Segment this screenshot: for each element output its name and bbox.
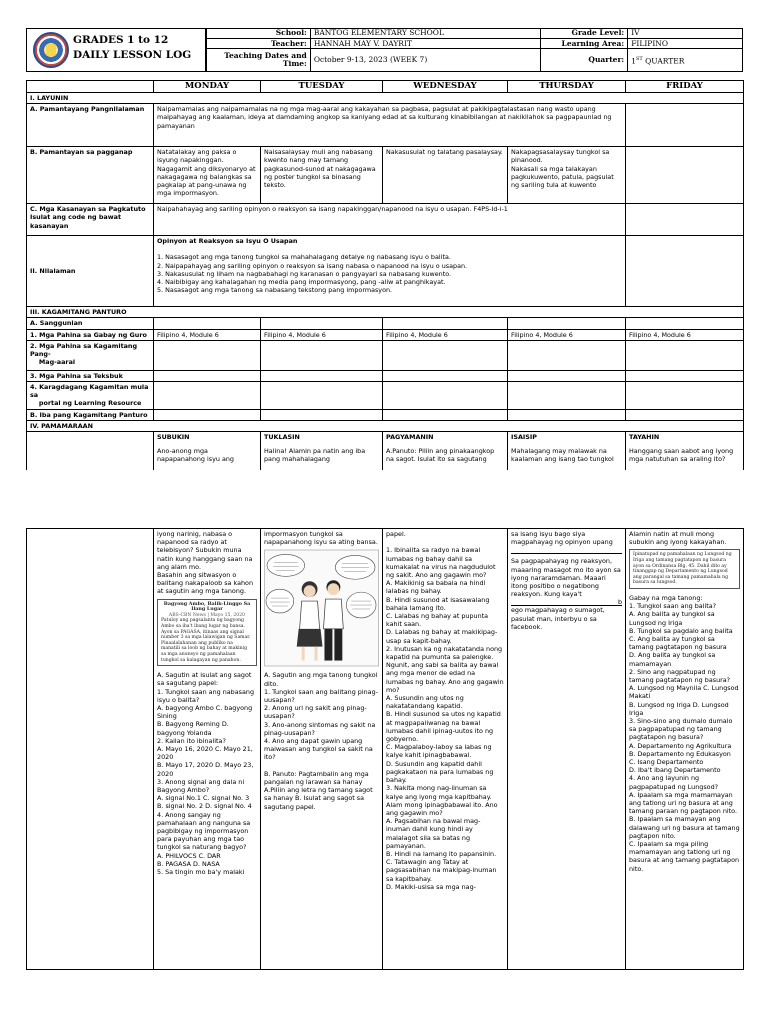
pagyamanin-continued: papel. 1. Ibinalita sa radyo na bawal lumabas ng bahay dahil sa kumakalat na virus na nagdudulot ng sakit. Ano ang gagawin mo? A. Makikinig sa babala na hindi lalabas ng bahay. B. Hindi susunod at isasawalang bahala lamang ito. C. Lalabas ng bahay at pupunta kahit saan. D. Lalabas ng bahay at makikipag-usap sa kapit-bahay. 2. Inutusan ka ng nakatatanda nong kapatid na pumunta sa palengke. Ngunit, ang sabi sa balita ay bawal ang mga menor de edad na lumabas ng bahay. Ano ang gagawin mo? A. Susundin ang utos ng nakatatandang kapatid. B. Hindi susunod sa utos ng kapatid at magpapaliwanag na bawal lumabas dahil ipinag-uutos ito ng gobyerno. C. Magpalaboy-laboy sa labas ng kalye kahit ipinagbabawal. D. Susundin ang kapatid dahil pagkakataon na para lumabas ng bahay. 3. Nakita mong nag-iinuman sa kalye ang iyong mga kapitbahay. Alam mong ipinagbabawal ito. Ano ang gagawin mo? A. Pagsabihan na bawal mag-inuman dahil kung hindi ay malalagot sila sa batas ng pamayanan. B. Hindi na lamang ito papansinin. C. Tatawagin ang Tatay at pagsasabihan na makipag-inuman sa kapitbahay. D. Makiki-usisa sa mga nag- bbox=[383, 529, 508, 970]
guro-thursday: Filipino 4, Module 6 bbox=[508, 329, 626, 340]
empty-cell bbox=[626, 204, 744, 236]
tayahin-continued: Alamin natin at muli mong subukin ang iyong kakayahan. Ipinatupad ng pamahalaan ng Lungsod ng Iriga ang tamang pagtatapon ng basura ayon sa Ordinansa Blg. 45. Dahil dito ay tinanggap ng Departamento ng Lungsod ang parangal sa tamang pamamahala ng basura sa lungsod. Gabay na mga tanong: 1. Tungkol saan ang balita? A. Ang balita ay tungkol sa Lungsod ng Iriga B. Tungkol sa pagdalo ang balita C. Ang balita ay tungkol sa tamang pagtatapon ng basura D. Ang balita ay tungkol sa mamamayan 2. Sino ang nagpatupad ng tamang pagtatapon ng basura? A. Lungsod ng Maynila C. Lungsod Makati B. Lungsod ng Iriga D. Lungsod Iriga 3. Sino-sino ang dumalo dumalo sa pagpapatupad ng tamang pagtatapon ng basura? A. Departamento ng Agrikultura B. Departamento ng Edukasyon C. Isang Departamento D. Iba't ibang Departamento 4. Ano ang layunin ng pagpapatupad ng Lungsod? A. Ipaalam sa mga mamamayan ang tatlong uri ng basura at ang tamang paraan ng pagtapon nito. B. Ipaalam sa mamayan ang dalawang uri ng basura at tamang pagtapon nito. C. Ipaalam sa mga piling mamamayan ang tatlong uri ng basura at ang tamang pagtatapon nito. bbox=[626, 529, 744, 970]
lesson-log-table-continued bbox=[26, 528, 744, 970]
quarter-label: Quarter: bbox=[541, 49, 628, 72]
guro-friday: Filipino 4, Module 6 bbox=[626, 329, 744, 340]
kasanayan-text: Naipahahayag ang sariling opinyon o reaksyon sa isang napakinggan/napanood na isyu o usapan. F4PS-Id-i-1 bbox=[154, 204, 626, 236]
page-break bbox=[0, 470, 768, 528]
pamamaraan-monday: SUBUKIN Ano-anong mga napapanahong isyu ang bbox=[154, 432, 261, 476]
pamamaraan-tuesday: TUKLASIN Halina! Alamin pa natin ang iba pang mahahalagang bbox=[261, 432, 383, 476]
header-logo-box bbox=[26, 28, 206, 72]
section-kagamitang-panturo: III. KAGAMITANG PANTURO bbox=[27, 307, 744, 318]
pagganap-tuesday: Naisasalaysay muli ang nabasang kwento nang may tamang pagkasunod-sunod at nakagagawa ng poster tungkol sa binasang teksto. bbox=[261, 147, 383, 204]
tuklasin-title: TUKLASIN bbox=[264, 433, 300, 442]
dates-value: October 9-13, 2023 (WEEK 7) bbox=[310, 49, 541, 72]
pamamaraan-wednesday: PAGYAMANIN A.Panuto: Piliin ang pinakaangkop na sagot. Isulat ito sa sagutang bbox=[383, 432, 508, 476]
school-value: BANTOG ELEMENTARY SCHOOL bbox=[310, 29, 541, 39]
teacher-value: HANNAH MAY V. DAYRIT bbox=[310, 39, 541, 49]
corner-cell bbox=[27, 81, 154, 93]
nilalaman-item: 2. Naipapahayag ang sariling opinyon o reaksyon sa isang nabasa o napanood na isyu o usapan. bbox=[157, 261, 468, 270]
guro-monday: Filipino 4, Module 6 bbox=[154, 329, 261, 340]
nilalaman-item: 4. Naibibigay ang kahalagahan ng media pang impormasyong, pang -aliw at panghikayat. bbox=[157, 278, 446, 287]
subukin-title: SUBUKIN bbox=[157, 433, 190, 442]
grade-value: IV bbox=[628, 29, 743, 39]
isaisip-title: ISAISIP bbox=[511, 433, 537, 442]
label-sanggunian: A. Sanggunian bbox=[27, 318, 154, 329]
pamamaraan-thursday: ISAISIP Mahalagang may malawak na kaalaman ang isang tao tungkol bbox=[508, 432, 626, 476]
empty-cell bbox=[27, 529, 154, 970]
fill-blank-line: b bbox=[511, 598, 622, 606]
label-iba-pang-kagamitan: B. Iba pang Kagamitang Panturo bbox=[27, 409, 154, 420]
section-layunin: I. LAYUNIN bbox=[27, 93, 744, 104]
label-pamantayan-sa-pagganap: B. Pamantayan sa pagganap bbox=[27, 147, 154, 204]
section-pamamaraan: IV. PAMAMARAAN bbox=[27, 420, 744, 431]
label-kagamitang-pang-mag-aaral: 2. Mga Pahina sa Kagamitang Pang- Mag-aaral bbox=[27, 340, 154, 370]
nilalaman-item: 1. Nasasagot ang mga tanong tungkol sa mahahalagang detalye ng nabasang isyu o balita. bbox=[157, 253, 451, 262]
fill-blank-line bbox=[511, 546, 622, 554]
dates-label: Teaching Dates and Time: bbox=[207, 49, 311, 72]
nilalaman-item: 5. Nasasagot ang mga tanong sa nabasang tekstong pang impormasyon. bbox=[157, 286, 393, 295]
pamantayang-pangnilalaman-text: Naipamamalas ang naipamamalas na ng mga mag-aaral ang kakayahan sa pagbasa, pagsulat at pakikipagtalastasan nang wasto upang maipahayag ang kaalaman, ideya at damdaming angkop sa kaniyang edad at sa kulturang kinabibilangan at nakikilahok sa pagpapaunlad ng pamayanan bbox=[154, 104, 626, 147]
lesson-log-table bbox=[26, 80, 744, 476]
pagyamanin-title: PAGYAMANIN bbox=[386, 433, 434, 442]
grade-label: Grade Level: bbox=[541, 29, 628, 39]
day-thursday: THURSDAY bbox=[508, 81, 626, 93]
page-1 bbox=[0, 0, 768, 470]
pagganap-monday: Natatalakay ang paksa o isyung napakinggan. Nagagamit ang diksyonaryo at nakagagawa ng balangkas sa pagkalap at pang-unawa ng mga impormasyon. bbox=[154, 147, 261, 204]
pagganap-thursday: Nakapagsasalaysay tungkol sa pinanood. Nakasali sa mga talakayan pagkukuwento, patula, pagsulat ng sariling tula at kuwento bbox=[508, 147, 626, 204]
guro-wednesday: Filipino 4, Module 6 bbox=[383, 329, 508, 340]
label-pamantayang-pangnilalaman: A. Pamantayang Pangnilalaman bbox=[27, 104, 154, 147]
area-label: Learning Area: bbox=[541, 39, 628, 49]
students-talking-illustration bbox=[264, 549, 379, 667]
news-article-image: Ipinatupad ng pamahalaan ng Lungsod ng Iriga ang tamang pagtatapon ng basura ayon sa Ordinansa Blg. 45. Dahil dito ay tinanggap ng Departamento ng Lungsod ang parangal sa tamang pamamahala ng basura sa lungsod. bbox=[629, 549, 740, 589]
header-info-table bbox=[206, 28, 743, 72]
pagganap-wednesday: Nakasusulat ng talatang pasalaysay. bbox=[383, 147, 508, 204]
tuklasin-continued: impormasyon tungkol sa napapanahong isyu sa ating bansa. A. Sagutin ang mga tanong tungkol dito. 1. Tungkol saan ang balitang pinag-uusapan? 2. Anong uri ng sakit ang pinag-uusapan? 3. Ano-anong sintomas ng sakit na pinag-uusapan? 4. Ano ang dapat gawin upang maiwasan ang tungkol sa sakit na ito? B. Panuto: Pagtambalin ang mga pangalan ng larawan sa hanay A.Piliin ang letra ng tamang sagot sa hanay B. Isulat ang sagot sa sagutang papel. bbox=[261, 529, 383, 970]
area-value: FILIPINO bbox=[628, 39, 743, 49]
nilalaman-content bbox=[154, 236, 626, 307]
tayahin-title: TAYAHIN bbox=[629, 433, 660, 442]
label-kasanayan: C. Mga Kasanayan sa Pagkatuto Isulat ang code ng bawat kasanayan bbox=[27, 204, 154, 236]
nilalaman-title: Opinyon at Reaksyon sa Isyu O Usapan bbox=[157, 237, 298, 246]
quarter-value: 1ST QUARTER bbox=[628, 49, 743, 72]
empty-cell bbox=[626, 104, 744, 147]
day-tuesday: TUESDAY bbox=[261, 81, 383, 93]
header-title: GRADES 1 to 12 DAILY LESSON LOG bbox=[73, 34, 192, 61]
deped-seal-icon bbox=[33, 32, 69, 68]
teacher-label: Teacher: bbox=[207, 39, 311, 49]
page-2 bbox=[0, 528, 768, 1024]
pagganap-friday bbox=[626, 147, 744, 204]
day-wednesday: WEDNESDAY bbox=[383, 81, 508, 93]
empty-cell bbox=[626, 236, 744, 307]
subukin-continued: iyong narinig, nabasa o napanood sa radyo at telebisyon? Subukin muna natin kung hanggang saan na ang alam mo. Basahin ang sitwasyon o balitang nakapaloob sa kahon at sagutin ang mga tanong. Bagyong Ambo, Balik-Linggo Sa Ilang Lugar ABS-CBN News | Mayo 15, 2020 Patuloy ang pagsalanta ng bagyong Ambo sa iba't ibang lugar ng bansa. Ayon sa PAGASA, itinaas ang signal number 3 sa mga lalawigan ng Samar. Pinaalalahanan ang publiko na manatili sa loob ng bahay at makinig sa mga anunsyo ng pamahalaan tungkol sa kalagayan ng panahon. A. Sagutin at isulat ang sagot sa sagutang papel: 1. Tungkol saan ang nabasang isyu o balita? A. bagyong Ambo C. bagyong Sining B. Bagyong Reming D. bagyong Yolanda 2. Kailan ito ibinalita? A. Mayo 16, 2020 C. Mayo 21, 2020 B. Mayo 17, 2020 D. Mayo 23, 2020 3. Anong signal ang dala ni Bagyong Ambo? A. signal No.1 C. signal No. 3 B. signal No. 2 D. signal No. 4 4. Anong sangay ng pamahalaan ang nanguna sa pagbibigay ng impormasyon para payuhan ang mga tao tungkol sa naturang bagyo? A. PHILVOCS C. DAR B. PAGASA D. NASA 5. Sa tingin mo ba'y malaki bbox=[154, 529, 261, 970]
guro-tuesday: Filipino 4, Module 6 bbox=[261, 329, 383, 340]
news-article-image: Bagyong Ambo, Balik-Linggo Sa Ilang Lugar ABS-CBN News | Mayo 15, 2020 Patuloy ang pagsalanta ng bagyong Ambo sa iba't ibang lugar ng bansa. Ayon sa PAGASA, itinaas ang signal number 3 sa mga lalawigan ng Samar. Pinaalalahanan ang publiko na manatili sa loob ng bahay at makinig sa mga anunsyo ng pamahalaan tungkol sa kalagayan ng panahon. bbox=[157, 599, 257, 667]
label-teksbuk: 3. Mga Pahina sa Teksbuk bbox=[27, 370, 154, 381]
label-karagdagang-kagamitan: 4. Karagdagang Kagamitan mula sa portal ng Learning Resource bbox=[27, 382, 154, 410]
empty-cell bbox=[27, 432, 154, 476]
school-label: School: bbox=[207, 29, 311, 39]
nilalaman-item: 3. Nakasusulat ng liham na nagbabahagi ng karanasan o pangyayari sa nabasang kuwento. bbox=[157, 269, 452, 278]
day-friday: FRIDAY bbox=[626, 81, 744, 93]
pamamaraan-friday: TAYAHIN Hanggang saan aabot ang iyong mga natutuhan sa araling ito? bbox=[626, 432, 744, 476]
label-gabay-ng-guro: 1. Mga Pahina sa Gabay ng Guro bbox=[27, 329, 154, 340]
isaisip-continued: sa isang isyu bago siya magpahayag ng opinyon upang Sa pagpapahayag ng reaksyon, maaaring masagot mo ito ayon sa iyong nararamdaman. Maaari itong positibo o negatibong reaksyon. Kung kaya't b ego magpahayag o sumagot, pasulat man, interbyu o sa facebook. bbox=[508, 529, 626, 970]
label-nilalaman: II. Nilalaman bbox=[27, 236, 154, 307]
day-monday: MONDAY bbox=[154, 81, 261, 93]
